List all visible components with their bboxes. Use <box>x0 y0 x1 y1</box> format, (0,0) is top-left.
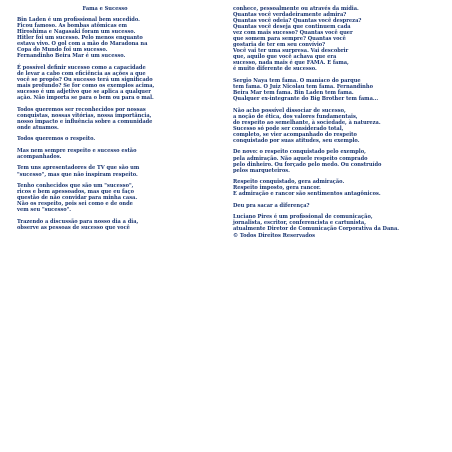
text-line: conquistado por suas atitudes, seu exemplo. <box>233 137 360 144</box>
text-line: questão de não convidar para minha casa. <box>17 195 138 202</box>
text-line: que, aquilo que você achava que era <box>233 54 337 61</box>
left-paragraphs <box>17 17 193 231</box>
text-line: jornalista, escritor, conferencista e cartunista, <box>233 220 366 227</box>
text-line: ricos e bem apessoados, mas que eu faço <box>17 189 134 196</box>
text-line: atualmente Diretor de Comunicação Corporativa da Dana. <box>233 226 400 233</box>
text-line: Não acho possível dissociar de sucesso, <box>233 107 346 114</box>
text-line: completo, se vier acompanhado do respeito <box>233 131 357 138</box>
paragraph <box>233 179 409 197</box>
text-line: Fernandinho Beira Mar é um sucesso. <box>17 53 126 60</box>
text-line: Luciano Pires é um profissional de comunicação, <box>233 214 373 221</box>
text-line: É possível definir sucesso como a capacidade <box>17 64 146 71</box>
text-line: do respeito ao semelhante, à sociedade, à natureza. <box>233 119 381 126</box>
text-line: observe as pessoas de sucesso que você <box>17 224 130 231</box>
text-line: Trazendo a discussão para nosso dia a dia, <box>17 218 139 225</box>
paragraph <box>17 17 193 59</box>
paragraph <box>233 149 409 173</box>
text-line: conquistas, nossas vitórias, nossa importância, <box>17 112 152 119</box>
text-line: estava vivo. O gol com a mão do Maradona na <box>17 41 148 48</box>
paragraph <box>17 165 193 177</box>
document-title: Fama e Sucesso <box>82 6 128 12</box>
text-line: Quantas você verdadeiramente admira? <box>233 12 347 19</box>
text-line: pelo dinheiro. Ou forçado pelo medo. Ou construído <box>233 161 382 168</box>
text-line: "sucesso", mas que não inspiram respeito. <box>17 171 138 178</box>
text-line: Hitler foi um sucesso. Pelo menos enquanto <box>17 35 143 42</box>
text-line: Respeito conquistado, gera admiração. <box>233 179 345 186</box>
paragraph <box>233 203 409 209</box>
text-line: Hiroshima e Nagasaki foram um sucesso. <box>17 29 136 36</box>
text-line: ação. Não importa se para o bem ou para o mal. <box>17 95 154 102</box>
paragraph <box>17 183 193 213</box>
right-column <box>233 6 409 244</box>
text-line: Deu pra sacar a diferença? <box>233 202 310 209</box>
text-line: Copa do Mundo foi um sucesso. <box>17 47 108 54</box>
text-line: é muito diferente de sucesso. <box>233 66 317 73</box>
text-line: Tenho conhecidos que são um "sucesso", <box>17 183 134 190</box>
text-line: Não os respeito, pois sei como e de onde <box>17 201 133 208</box>
text-line: nosso impacto e influência sobre a comunidade <box>17 118 153 125</box>
paragraph <box>17 107 193 131</box>
text-line: Ficou famoso. As bombas atômicas em <box>17 23 128 30</box>
text-line: tem fama. O Juiz Nicolau tem fama. Fernandinho <box>233 84 373 91</box>
text-line: Todos queremos o respeito. <box>17 136 96 143</box>
text-line: Qualquer ex-integrante do Big Brother tem fama... <box>233 96 379 103</box>
text-line: você se propôs? Ou sucesso terá um significado <box>17 76 153 83</box>
text-line: Bin Laden é um profissional bem sucedido. <box>17 17 140 24</box>
right-paragraphs <box>233 6 409 239</box>
paragraph <box>17 219 193 231</box>
text-line: Sergio Naya tem fama. O maníaco do parque <box>233 78 361 85</box>
paragraph <box>233 214 409 238</box>
left-column <box>17 6 193 236</box>
text-line: pelos marqueteiros. <box>233 167 290 174</box>
text-line: Quantas você deseja que continuem cada <box>233 24 351 31</box>
text-line: E admiração e rancor são sentimentos antagônicos. <box>233 191 381 198</box>
paragraph <box>17 148 193 160</box>
text-line: Respeito imposto, gera rancor. <box>233 185 321 192</box>
text-line: Beira Mar tem fama. Bin Laden tem fama. <box>233 90 354 97</box>
text-line: de levar a cabo com eficiência as ações a que <box>17 70 146 77</box>
text-line: De novo: o respeito conquistado pelo exemplo, <box>233 149 366 156</box>
text-line: onde atuamos. <box>17 124 59 131</box>
paragraph <box>17 136 193 142</box>
paragraph <box>233 108 409 144</box>
text-line: pela admiração. Não aquele respeito comprado <box>233 155 368 162</box>
text-line: vem seu "sucesso". <box>17 207 72 214</box>
text-line: Você vai ter uma surpresa. Vai descobrir <box>233 48 349 55</box>
text-line: Sucesso só pode ser considerado total, <box>233 125 344 132</box>
text-line: Tem uns apresentadores de TV que são um <box>17 165 140 172</box>
text-line: Todos queremos ser reconhecidos por nossas <box>17 106 146 113</box>
text-line: gostaria de ter em seu convívio? <box>233 42 326 49</box>
text-line: mais profundo? Se for como os exemplos acima, <box>17 83 155 90</box>
paragraph <box>233 6 409 73</box>
text-line: acompanhados. <box>17 153 62 160</box>
text-line: Quantas você odeia? Quantas você despreza? <box>233 18 362 25</box>
text-line: vez com mais sucesso? Quantas você quer <box>233 30 353 37</box>
text-line: sucesso é um adjetivo que se aplica a qualquer <box>17 89 151 96</box>
text-line: © Todos Direitos Reservados <box>233 232 316 239</box>
paragraph <box>233 78 409 102</box>
paragraph <box>17 65 193 101</box>
text-line: a noção de ética, dos valores fundamentais, <box>233 113 358 120</box>
text-line: que somem para sempre? Quantas você <box>233 36 346 43</box>
text-line: sucesso, nada mais é que FAMA. E fama, <box>233 60 349 67</box>
text-line: conhece, pessoalmente ou através da mídia. <box>233 6 359 12</box>
text-line: Mas nem sempre respeito e sucesso estão <box>17 147 137 154</box>
